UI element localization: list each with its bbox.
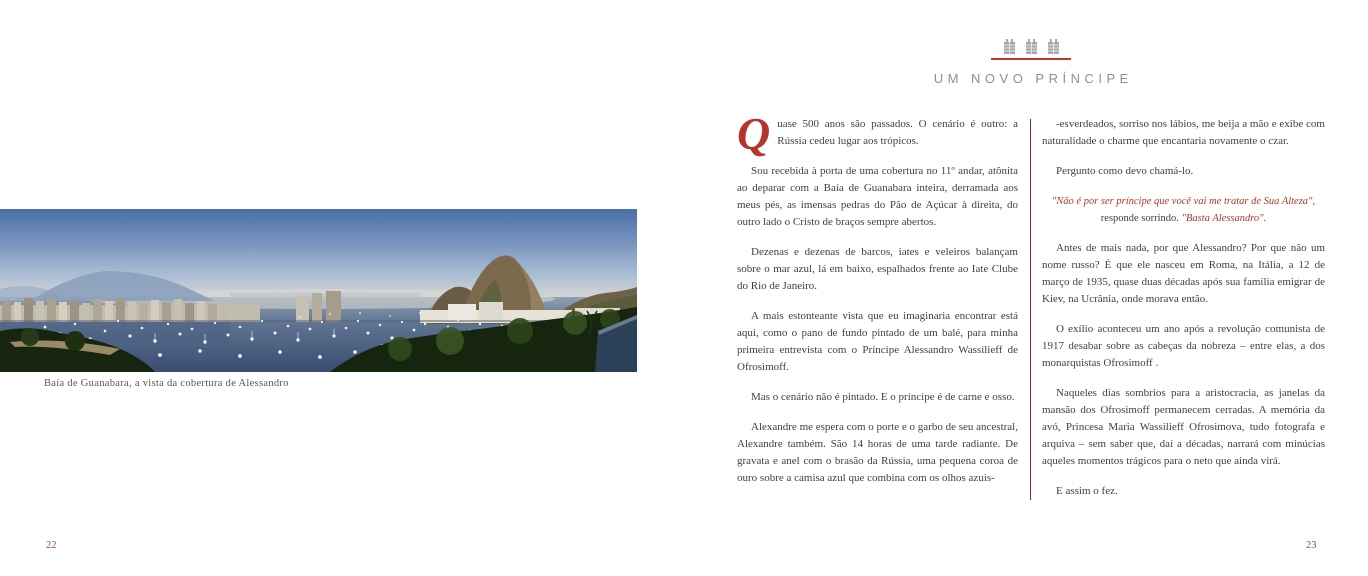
paragraph: A mais estonteante vista que eu imaginaria encontrar está aqui, como o pano de fundo pintado de um balé, para minha primeira entrevista com o Príncipe Alessandro Wassilieff de Ofrosimoff. xyxy=(737,310,1018,373)
paragraph: O exílio aconteceu um ano após a revolução comunista de 1917 desabar sobre as cabeças da nobreza – entre elas, a dos monarquistas Ofrosimoff . xyxy=(1042,323,1325,369)
paragraph: Alexandre me espera com o porte e o garbo de seu ancestral, Alexandre também. São 14 horas de uma tarde radiante. De gravata e anel com o brasão da Rússia, uma pequena coroa de ouro sobre a camisa azul que combina com os olhos azuis- xyxy=(737,421,1018,484)
paragraph-text: uase 500 anos são passados. O cenário é outro: a Rússia cedeu lugar aos trópicos. xyxy=(777,118,1018,147)
paragraph xyxy=(737,108,1018,159)
castle-icon xyxy=(1047,38,1060,54)
body-text-columns xyxy=(737,108,1326,500)
paragraph: E assim o fez. xyxy=(1056,485,1118,497)
guanabara-bay-photo xyxy=(0,209,637,372)
column-divider-rule xyxy=(1030,119,1031,500)
paragraph: Sou recebida à porta de uma cobertura no 11º andar, atônita ao deparar com a Baía de Guanabara inteira, derramada aos meus pés, as imensas pedras do Pão de Açúcar à direita, do outro lado o Cristo de braços sempre abertos. xyxy=(737,165,1018,228)
page-number-right: 23 xyxy=(1306,540,1317,551)
castle-icons-row xyxy=(737,38,1325,54)
text-column-2 xyxy=(1042,116,1325,500)
paragraph: Pergunto como devo chamá-lo. xyxy=(1056,165,1194,177)
castle-icon xyxy=(1025,38,1038,54)
quote-part-3: "Basta Alessandro". xyxy=(1181,213,1267,224)
chapter-title: UM NOVO PRÍNCIPE xyxy=(933,71,1133,86)
quote-part-1: "Não é por ser príncipe que você vai me tratar de Sua Alteza", xyxy=(1051,196,1316,207)
header-rule xyxy=(991,58,1071,60)
paragraph: Dezenas e dezenas de barcos, iates e veleiros balançam sobre o mar azul, lá em baixo, espalhados frente ao Iate Clube do Rio de Janeiro. xyxy=(737,246,1018,292)
page-number-left: 22 xyxy=(46,540,57,551)
drop-cap-q: Q xyxy=(737,108,771,159)
quote-part-2: responde sorrindo. xyxy=(1100,213,1182,224)
paragraph: Mas o cenário não é pintado. E o príncipe é de carne e osso. xyxy=(751,391,1015,403)
bay-panorama-illustration xyxy=(0,209,637,372)
chapter-ornament xyxy=(737,38,1325,86)
quote-paragraph xyxy=(1042,193,1325,227)
text-column-1 xyxy=(737,108,1018,500)
paragraph: -esverdeados, sorriso nos lábios, me beija a mão e exibe com naturalidade o charme que encantaria novamente o czar. xyxy=(1042,118,1325,147)
paragraph: Naqueles dias sombrios para a aristocracia, as janelas da mansão dos Ofrosimoff permanecem cerradas. A memória da avó, Princesa Maria Wassilieff Ofrosimova, tudo fotografa e arquiva – sem saber que, daí a décadas, narrará com minúcias aqueles momentos trágicos para o neto que ainda virá. xyxy=(1042,387,1325,467)
castle-icon xyxy=(1003,38,1016,54)
photo-caption: Baía de Guanabara, a vista da cobertura de Alessandro xyxy=(44,378,289,389)
paragraph: Antes de mais nada, por que Alessandro? Por que não um nome russo? É que ele nasceu em Roma, na Itália, a 12 de março de 1935, quase duas décadas após sua família emigrar de Kiev, na Ucrânia, onde morava então. xyxy=(1042,242,1325,305)
